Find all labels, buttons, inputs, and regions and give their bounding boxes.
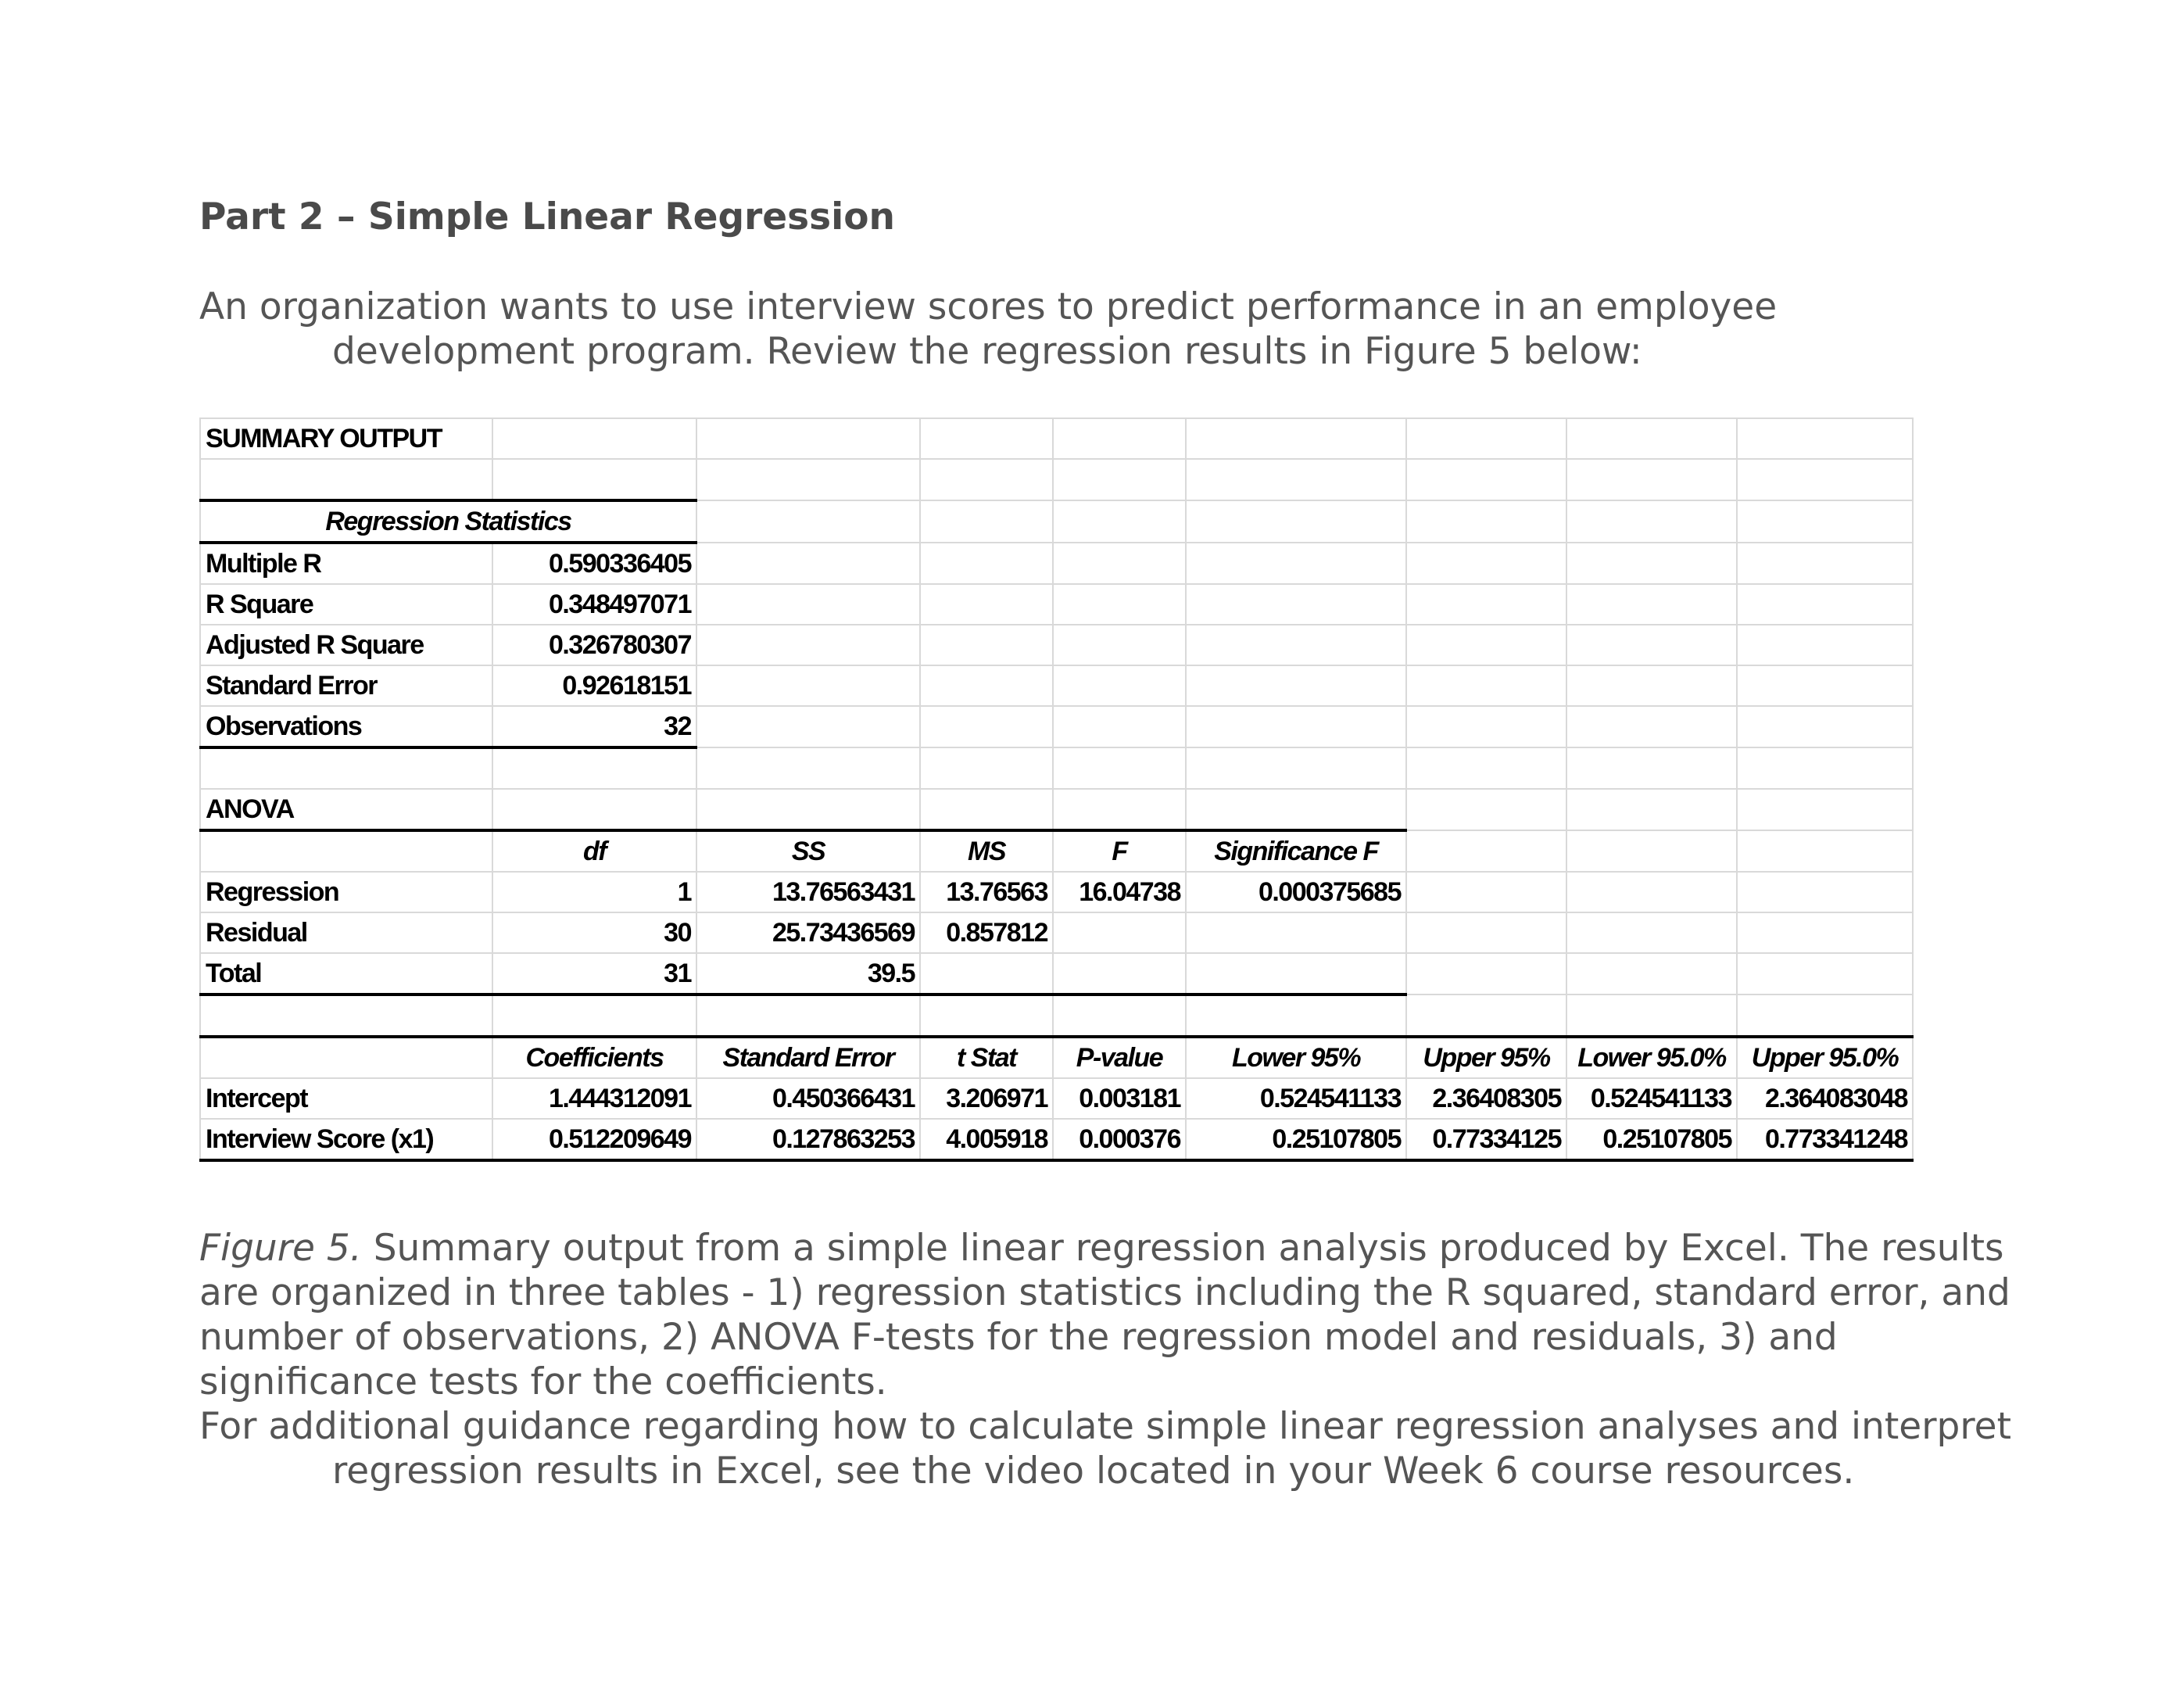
coef-row-label: Intercept xyxy=(200,1078,492,1119)
stat-label: Multiple R xyxy=(200,543,492,584)
coef-value: 2.36408305 xyxy=(1406,1078,1566,1119)
guidance-line-2: regression results in Excel, see the video located in your Week 6 course resources. xyxy=(332,1450,1855,1493)
coef-value: 0.25107805 xyxy=(1566,1119,1737,1160)
coef-value: 0.524541133 xyxy=(1186,1078,1406,1119)
coef-value: 0.25107805 xyxy=(1186,1119,1406,1160)
anova-f: 16.04738 xyxy=(1053,872,1186,912)
anova-df: 31 xyxy=(492,953,696,995)
row-blank xyxy=(200,459,1913,500)
coef-header: Upper 95% xyxy=(1406,1037,1566,1078)
stat-label: Observations xyxy=(200,706,492,747)
coef-row-label: Interview Score (x1) xyxy=(200,1119,492,1160)
anova-ss: 25.73436569 xyxy=(696,912,920,953)
guidance-line-1: For additional guidance regarding how to calculate simple linear regression analyses and interpret xyxy=(199,1405,2012,1448)
stat-label: R Square xyxy=(200,584,492,625)
coef-value: 4.005918 xyxy=(920,1119,1053,1160)
row-coef-header xyxy=(200,1037,1913,1078)
figure-caption xyxy=(199,1226,2021,1404)
stat-value: 0.92618151 xyxy=(492,665,696,706)
coef-value: 0.512209649 xyxy=(492,1119,696,1160)
coef-value: 1.444312091 xyxy=(492,1078,696,1119)
anova-ms: 13.76563 xyxy=(920,872,1053,912)
anova-row-label: Regression xyxy=(200,872,492,912)
row-anova-title xyxy=(200,789,1913,830)
figure-caption-label: Figure 5. xyxy=(199,1227,362,1270)
anova-title: ANOVA xyxy=(200,789,492,830)
anova-header-df: df xyxy=(492,830,696,872)
table-row xyxy=(200,1078,1913,1119)
table-row xyxy=(200,912,1913,953)
anova-row-label: Total xyxy=(200,953,492,995)
stat-label: Standard Error xyxy=(200,665,492,706)
coef-header: Lower 95.0% xyxy=(1566,1037,1737,1078)
row-regstats-header xyxy=(200,500,1913,543)
coef-value: 3.206971 xyxy=(920,1078,1053,1119)
figure-caption-text: Summary output from a simple linear regression analysis produced by Excel. The results are organized in three tables - 1) regression statistics including the R squared, standard error, and number of observations, 2) ANOVA F-tests for the regression model and residuals, 3) and significance tests for the coefficients. xyxy=(199,1227,2010,1403)
table-row xyxy=(200,706,1913,747)
coef-header: Coefficients xyxy=(492,1037,696,1078)
anova-row-label: Residual xyxy=(200,912,492,953)
stat-value: 0.326780307 xyxy=(492,625,696,665)
table-row xyxy=(200,543,1913,584)
anova-header-ms: MS xyxy=(920,830,1053,872)
page-heading: Part 2 – Simple Linear Regression xyxy=(199,195,895,238)
coef-value: 2.364083048 xyxy=(1737,1078,1913,1119)
stat-value: 0.348497071 xyxy=(492,584,696,625)
summary-output-title: SUMMARY OUTPUT xyxy=(200,418,492,459)
table-row xyxy=(200,872,1913,912)
coef-value: 0.127863253 xyxy=(696,1119,920,1160)
coef-header: Lower 95% xyxy=(1186,1037,1406,1078)
row-anova-header xyxy=(200,830,1913,872)
coef-value: 0.003181 xyxy=(1053,1078,1186,1119)
anova-ss: 39.5 xyxy=(696,953,920,995)
intro-line-1: An organization wants to use interview scores to predict performance in an employee xyxy=(199,285,1778,328)
regression-statistics-header: Regression Statistics xyxy=(200,500,696,543)
coef-value: 0.450366431 xyxy=(696,1078,920,1119)
coef-value: 0.773341248 xyxy=(1737,1119,1913,1160)
intro-paragraph xyxy=(199,285,1997,374)
anova-header-sig-f: Significance F xyxy=(1186,830,1406,872)
intro-line-2: development program. Review the regression results in Figure 5 below: xyxy=(332,330,1642,373)
stat-value: 0.590336405 xyxy=(492,543,696,584)
coef-header: Standard Error xyxy=(696,1037,920,1078)
coef-value: 0.000376 xyxy=(1053,1119,1186,1160)
anova-df: 30 xyxy=(492,912,696,953)
anova-ms: 0.857812 xyxy=(920,912,1053,953)
table-row xyxy=(200,625,1913,665)
row-blank xyxy=(200,995,1913,1037)
table-row xyxy=(200,1119,1913,1160)
table-row xyxy=(200,584,1913,625)
table-row xyxy=(200,665,1913,706)
anova-df: 1 xyxy=(492,872,696,912)
coef-value: 0.77334125 xyxy=(1406,1119,1566,1160)
coef-header: t Stat xyxy=(920,1037,1053,1078)
coef-header: Upper 95.0% xyxy=(1737,1037,1913,1078)
anova-header-ss: SS xyxy=(696,830,920,872)
guidance-paragraph xyxy=(199,1404,2021,1493)
row-summary-title xyxy=(200,418,1913,459)
anova-header-f: F xyxy=(1053,830,1186,872)
anova-sig-f: 0.000375685 xyxy=(1186,872,1406,912)
coef-value: 0.524541133 xyxy=(1566,1078,1737,1119)
stat-label: Adjusted R Square xyxy=(200,625,492,665)
coef-header: P-value xyxy=(1053,1037,1186,1078)
stat-value: 32 xyxy=(492,706,696,747)
summary-output-table xyxy=(199,418,1914,1162)
anova-ss: 13.76563431 xyxy=(696,872,920,912)
table-row xyxy=(200,953,1913,995)
row-blank xyxy=(200,747,1913,789)
